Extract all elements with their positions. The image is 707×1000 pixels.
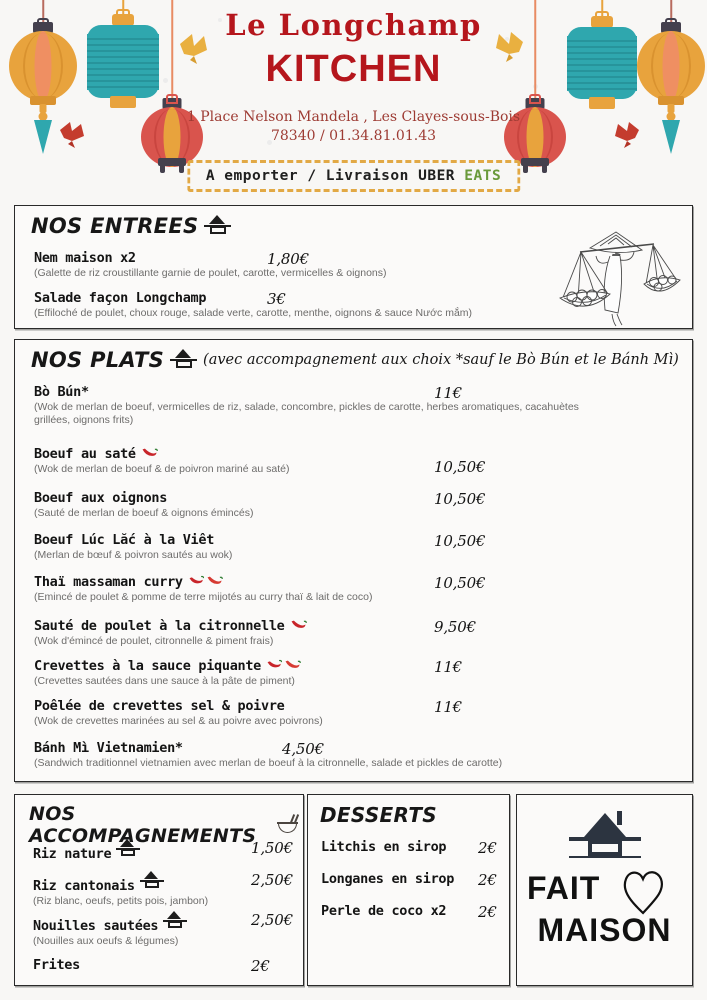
menu-item-row — [34, 384, 614, 400]
menu-item-name: Bánh Mì Vietnamien* — [34, 740, 183, 756]
menu-item-name: Longanes en sirop — [321, 871, 455, 887]
menu-item-description: (Galette de riz croustillante garnie de poulet, carotte, vermicelles & oignons) — [34, 267, 387, 279]
address-line-1: 1 Place Nelson Mandela , Les Clayes-sous-Bois — [186, 109, 521, 125]
menu-item-name: Sauté de poulet à la citronnelle — [34, 618, 285, 634]
house-icon — [140, 871, 164, 890]
menu-item-price: 2,50€ — [251, 911, 293, 929]
menu-item-row — [321, 839, 506, 855]
menu-item-description: (Wok de crevettes marinées au sel & au poivre avec poivrons) — [34, 715, 323, 727]
menu-item-price: 11€ — [434, 658, 463, 676]
menu-item-price: 10,50€ — [434, 532, 486, 550]
house-icon — [116, 839, 140, 858]
menu-item — [34, 698, 614, 728]
delivery-banner — [187, 160, 520, 192]
menu-item-row — [34, 490, 614, 506]
fait-maison-section — [516, 794, 693, 986]
menu-item — [34, 250, 554, 280]
menu-item-name: Bò Bún* — [34, 384, 89, 400]
accompagnements-section — [14, 794, 304, 986]
menu-item-row — [34, 290, 574, 306]
house-icon — [567, 811, 643, 867]
menu-item-row — [34, 574, 614, 590]
menu-item-price: 4,50€ — [282, 740, 324, 758]
menu-item-row — [33, 871, 293, 894]
menu-item-description: (Sandwich traditionnel vietnamien avec merlan de boeuf à la citronnelle, salade et pickles de carotte) — [34, 757, 503, 769]
menu-item-row — [34, 532, 614, 548]
menu-item-description: (Wok de merlan de boeuf & de poivron mariné au saté) — [34, 463, 290, 475]
menu-item-price: 3€ — [267, 290, 286, 308]
menu-item — [33, 911, 293, 948]
menu-item — [321, 839, 506, 855]
plats-heading: NOS PLATS — [31, 348, 165, 372]
menu-header — [0, 0, 707, 200]
menu-item-name: Boeuf aux oignons — [34, 490, 168, 506]
menu-item — [34, 658, 614, 688]
heart-icon — [618, 863, 668, 917]
menu-item-description: (Riz blanc, oeufs, petits pois, jambon) — [33, 895, 209, 907]
restaurant-name: Le Longchamp — [225, 8, 482, 42]
menu-item — [33, 839, 293, 862]
menu-item-name: Nouilles sautées — [33, 918, 159, 934]
menu-item — [34, 740, 614, 770]
menu-item — [34, 290, 574, 320]
entrees-heading: NOS ENTREES — [31, 214, 199, 238]
menu-item-name: Riz nature — [33, 846, 112, 862]
menu-item-price: 1,80€ — [267, 250, 309, 268]
menu-item-price: 2,50€ — [251, 871, 293, 889]
house-icon — [163, 911, 187, 930]
menu-item-description: (Crevettes sautées dans une sauce à la pâte de piment) — [34, 675, 295, 687]
house-icon — [170, 349, 197, 371]
plats-note: (avec accompagnement aux choix *sauf le Bò Bún et le Bánh Mì) — [203, 352, 679, 368]
menu-item-price: 1,50€ — [251, 839, 293, 857]
menu-item-name: Poêlée de crevettes sel & poivre — [34, 698, 285, 714]
menu-item-row — [34, 658, 614, 674]
menu-item-row — [34, 740, 614, 756]
entrees-section — [14, 205, 693, 329]
restaurant-address — [0, 108, 707, 146]
menu-item — [34, 384, 614, 427]
menu-item-name: Boeuf au saté — [34, 446, 136, 462]
menu-item-description: (Merlan de bœuf & poivron sautés au wok) — [34, 549, 233, 561]
rice-bowl-chopsticks-icon — [277, 814, 303, 836]
house-icon — [204, 215, 231, 237]
menu-item-name: Frites — [33, 957, 80, 973]
entrees-heading-row — [31, 214, 231, 238]
menu-item-name: Crevettes à la sauce piquante — [34, 658, 262, 674]
menu-item — [33, 871, 293, 908]
menu-item-row — [34, 698, 614, 714]
menu-item-price: 11€ — [434, 698, 463, 716]
menu-item — [34, 574, 614, 604]
menu-item-description: (Sauté de merlan de boeuf & oignons émincés) — [34, 507, 254, 519]
menu-item — [321, 871, 506, 887]
chili-icon — [141, 447, 158, 458]
menu-item-price: 2€ — [478, 839, 497, 857]
menu-item-row — [321, 903, 506, 919]
menu-item-name: Litchis en sirop — [321, 839, 447, 855]
menu-item-row — [321, 871, 506, 887]
menu-item-row — [33, 911, 293, 934]
menu-item-name: Perle de coco x2 — [321, 903, 447, 919]
menu-item-price: 2€ — [251, 957, 270, 975]
chili-icon — [290, 619, 307, 630]
delivery-banner-text: A emporter / Livraison UBER — [205, 168, 465, 184]
menu-item-row — [33, 839, 293, 862]
menu-item-name: Riz cantonais — [33, 878, 135, 894]
menu-item-name: Boeuf Lúc Lắc à la Viêt — [34, 532, 215, 548]
menu-item-price: 10,50€ — [434, 458, 486, 476]
menu-item — [34, 532, 614, 562]
menu-item-name: Nem maison x2 — [34, 250, 136, 266]
desserts-heading: DESSERTS — [320, 803, 437, 827]
menu-item-row — [33, 957, 293, 973]
accompagnements-heading: NOS ACCOMPAGNEMENTS — [29, 803, 257, 847]
menu-item-description: (Nouilles aux oeufs & légumes) — [33, 935, 179, 947]
plats-heading-row — [31, 348, 679, 372]
menu-item — [33, 957, 293, 973]
menu-item-row — [34, 618, 614, 634]
menu-item — [34, 490, 614, 520]
plats-section — [14, 339, 693, 782]
menu-item-description: (Wok de merlan de boeuf, vermicelles de riz, salade, concombre, pickles de carotte, herbes aromatiques, cacahuètes grillées, oignons frits) — [34, 401, 579, 427]
menu-item-row — [34, 250, 554, 266]
menu-item-name: Thaï massaman curry — [34, 574, 183, 590]
menu-item-name: Salade façon Longchamp — [34, 290, 207, 306]
menu-item-price: 10,50€ — [434, 490, 486, 508]
menu-item-price: 2€ — [478, 871, 497, 889]
restaurant-subtitle: KITCHEN — [265, 48, 442, 90]
menu-item — [34, 618, 614, 648]
menu-item-price: 2€ — [478, 903, 497, 921]
chili-icon — [188, 575, 223, 586]
menu-item-price: 10,50€ — [434, 574, 486, 592]
uber-eats-label: EATS — [464, 168, 502, 184]
menu-item-price: 9,50€ — [434, 618, 476, 636]
fait-maison-line-1: FAIT — [527, 870, 601, 906]
menu-item — [34, 446, 614, 476]
menu-item-description: (Effiloché de poulet, choux rouge, salade verte, carotte, menthe, oignons & sauce Nước mắm) — [34, 307, 473, 319]
chili-icon — [266, 659, 301, 670]
desserts-section — [307, 794, 510, 986]
address-line-2: 78340 / 01.34.81.01.43 — [270, 127, 437, 144]
menu-item-description: (Wok d'émincé de poulet, citronnelle & piment frais) — [34, 635, 274, 647]
menu-item-price: 11€ — [434, 384, 463, 402]
menu-item-description: (Emincé de poulet & pomme de terre mijotés au curry thaï & lait de coco) — [34, 591, 373, 603]
menu-item — [321, 903, 506, 919]
fait-maison-line-2: MAISON — [537, 912, 672, 948]
